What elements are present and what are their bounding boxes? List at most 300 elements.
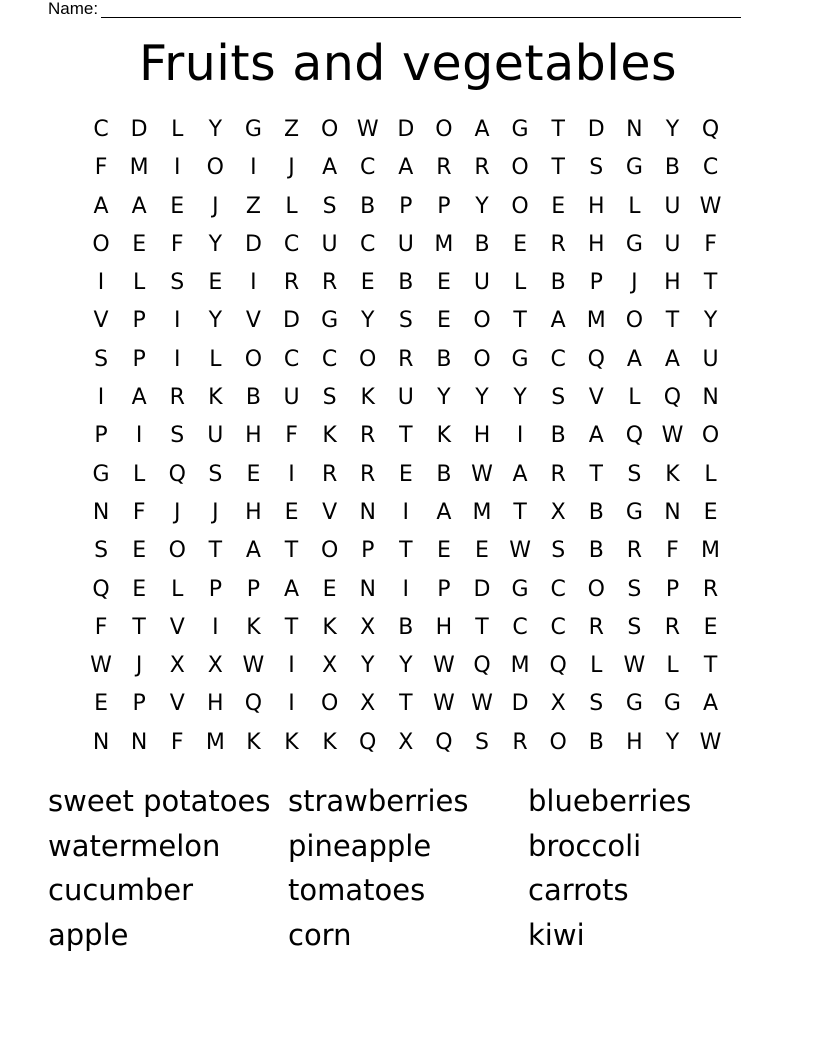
grid-letter[interactable]: G [625, 499, 643, 525]
grid-letter[interactable]: H [664, 270, 681, 296]
grid-letter[interactable]: O [435, 117, 453, 142]
grid-letter[interactable]: Y [703, 308, 718, 334]
grid-letter[interactable]: Q [168, 461, 186, 487]
grid-letter[interactable]: L [590, 653, 603, 679]
grid-letter[interactable]: J [288, 155, 295, 181]
grid-letter[interactable]: Q [92, 576, 110, 602]
grid-letter[interactable]: S [322, 193, 337, 219]
grid-letter[interactable]: S [589, 155, 604, 181]
grid-letter[interactable]: G [625, 691, 643, 717]
grid-letter[interactable]: K [322, 614, 337, 640]
grid-letter[interactable]: E [360, 270, 375, 296]
grid-letter[interactable]: J [212, 193, 219, 219]
grid-letter[interactable]: C [360, 231, 376, 257]
grid-letter[interactable]: A [93, 193, 109, 219]
grid-letter[interactable]: B [360, 193, 376, 219]
grid-letter[interactable]: G [92, 461, 110, 487]
grid-letter[interactable]: W [242, 653, 265, 679]
grid-letter[interactable]: P [399, 193, 413, 219]
grid-letter[interactable]: L [513, 270, 527, 296]
grid-letter[interactable]: S [170, 423, 185, 449]
grid-letter[interactable]: Y [665, 117, 680, 142]
grid-letter[interactable]: R [626, 538, 642, 564]
grid-letter[interactable]: I [402, 576, 410, 602]
grid-letter[interactable]: D [587, 117, 605, 142]
grid-letter[interactable]: K [360, 385, 375, 411]
grid-letter[interactable]: B [436, 346, 452, 372]
grid-letter[interactable]: W [471, 691, 493, 717]
grid-letter[interactable]: E [436, 270, 451, 296]
grid-letter[interactable]: P [665, 576, 680, 602]
grid-letter[interactable]: B [588, 729, 604, 755]
grid-letter[interactable]: W [433, 653, 455, 679]
grid-letter[interactable]: K [246, 614, 261, 640]
grid-letter[interactable]: B [664, 155, 680, 181]
grid-letter[interactable]: F [94, 614, 108, 640]
grid-letter[interactable]: R [664, 614, 681, 640]
grid-letter[interactable]: E [513, 231, 528, 257]
grid-letter[interactable]: C [550, 614, 566, 640]
grid-letter[interactable]: Q [587, 346, 605, 372]
grid-letter[interactable]: T [551, 117, 565, 142]
grid-letter[interactable]: Q [435, 729, 453, 755]
grid-letter[interactable]: U [397, 385, 414, 411]
grid-letter[interactable]: Q [625, 423, 644, 449]
grid-letter[interactable]: L [171, 576, 184, 602]
grid-letter[interactable]: U [283, 385, 300, 411]
grid-letter[interactable]: K [208, 385, 223, 411]
grid-letter[interactable]: C [550, 346, 566, 372]
grid-letter[interactable]: O [473, 308, 491, 334]
grid-letter[interactable]: B [474, 231, 490, 257]
grid-letter[interactable]: W [471, 461, 493, 487]
grid-letter[interactable]: H [587, 231, 605, 257]
grid-letter[interactable]: C [93, 117, 109, 142]
grid-letter[interactable]: B [550, 423, 566, 449]
grid-letter[interactable]: G [244, 117, 262, 142]
grid-letter[interactable]: O [625, 308, 644, 334]
grid-letter[interactable]: A [512, 461, 528, 487]
grid-letter[interactable]: N [626, 117, 643, 142]
grid-letter[interactable]: V [588, 385, 604, 411]
grid-letter[interactable]: E [436, 308, 451, 334]
grid-letter[interactable]: A [245, 538, 261, 564]
grid-letter[interactable]: I [516, 423, 524, 449]
grid-letter[interactable]: B [398, 614, 414, 640]
grid-letter[interactable]: E [94, 691, 108, 717]
grid-letter[interactable]: O [359, 346, 377, 372]
grid-letter[interactable]: C [360, 155, 376, 181]
grid-letter[interactable]: B [436, 461, 452, 487]
grid-letter[interactable]: A [436, 499, 452, 525]
grid-letter[interactable]: J [173, 499, 181, 525]
grid-letter[interactable]: U [702, 346, 719, 372]
grid-letter[interactable]: T [399, 691, 413, 717]
grid-letter[interactable]: J [135, 653, 143, 679]
grid-letter[interactable]: E [398, 461, 413, 487]
grid-letter[interactable]: R [283, 270, 300, 296]
grid-letter[interactable]: O [473, 346, 491, 372]
grid-letter[interactable]: O [92, 231, 110, 257]
grid-letter[interactable]: E [246, 461, 261, 487]
grid-letter[interactable]: S [627, 461, 642, 487]
grid-letter[interactable]: S [551, 385, 566, 411]
grid-letter[interactable]: S [627, 576, 642, 602]
grid-letter[interactable]: Q [701, 117, 720, 142]
grid-letter[interactable]: U [664, 231, 681, 257]
grid-letter[interactable]: E [208, 270, 223, 296]
grid-letter[interactable]: P [94, 423, 108, 449]
grid-letter[interactable]: N [130, 729, 148, 755]
grid-letter[interactable]: U [397, 231, 414, 257]
grid-letter[interactable]: V [245, 308, 261, 334]
grid-letter[interactable]: N [702, 385, 719, 411]
grid-letter[interactable]: O [320, 117, 339, 142]
grid-letter[interactable]: Y [360, 308, 375, 334]
grid-letter[interactable]: D [130, 117, 148, 142]
grid-letter[interactable]: M [472, 499, 492, 525]
grid-letter[interactable]: E [475, 538, 489, 564]
grid-letter[interactable]: P [208, 576, 222, 602]
grid-letter[interactable]: U [664, 193, 681, 219]
grid-letter[interactable]: Q [473, 653, 491, 679]
grid-letter[interactable]: T [208, 538, 223, 564]
grid-letter[interactable]: A [588, 423, 604, 449]
word-list-item: tomatoes [288, 873, 426, 907]
grid-letter[interactable]: N [92, 729, 110, 755]
grid-letter[interactable]: O [511, 193, 529, 219]
grid-letter[interactable]: R [512, 729, 528, 755]
grid-letter[interactable]: O [701, 423, 720, 449]
name-field [48, 0, 741, 18]
grid-letter[interactable]: U [473, 270, 491, 296]
word-list-item: corn [288, 917, 352, 952]
grid-letter[interactable]: E [284, 499, 299, 525]
grid-letter[interactable]: I [97, 385, 105, 411]
grid-letter[interactable]: S [627, 614, 642, 640]
grid-letter[interactable]: A [474, 117, 490, 142]
grid-letter[interactable]: L [285, 193, 298, 219]
grid-letter[interactable]: B [550, 270, 566, 296]
grid-letter[interactable]: I [173, 346, 181, 372]
grid-letter[interactable]: I [135, 423, 143, 449]
grid-letter[interactable]: G [511, 576, 529, 602]
grid-letter[interactable]: Y [475, 385, 489, 411]
grid-letter[interactable]: H [473, 423, 491, 449]
grid-letter[interactable]: Y [399, 653, 413, 679]
grid-letter[interactable]: C [283, 346, 300, 372]
grid-letter[interactable]: G [511, 117, 529, 142]
grid-letter[interactable]: S [475, 729, 489, 755]
grid-letter[interactable]: M [701, 538, 721, 564]
grid-letter[interactable]: T [513, 499, 527, 525]
grid-letter[interactable]: Z [283, 117, 300, 142]
grid-letter[interactable]: K [322, 729, 337, 755]
grid-letter[interactable]: H [626, 729, 643, 755]
grid-letter[interactable]: E [132, 538, 147, 564]
grid-letter[interactable]: I [288, 653, 295, 679]
grid-letter[interactable]: D [244, 231, 262, 257]
grid-letter[interactable]: O [168, 538, 186, 564]
grid-letter[interactable]: F [132, 499, 146, 525]
grid-letter[interactable]: P [437, 193, 451, 219]
grid-letter[interactable]: C [512, 614, 528, 640]
grid-letter[interactable]: S [208, 461, 223, 487]
grid-letter[interactable]: T [475, 614, 489, 640]
grid-letter[interactable]: H [207, 691, 224, 717]
grid-letter[interactable]: G [625, 155, 643, 181]
grid-letter[interactable]: E [703, 614, 718, 640]
page-title: Fruits and vegetables [138, 35, 678, 92]
grid-letter[interactable]: C [283, 231, 300, 257]
grid-letter[interactable]: H [245, 423, 262, 449]
grid-letter[interactable]: Y [475, 193, 489, 219]
grid-letter[interactable]: T [284, 538, 299, 564]
grid-letter[interactable]: Y [208, 231, 223, 257]
grid-letter[interactable]: Y [360, 653, 375, 679]
grid-letter[interactable]: Q [359, 729, 377, 755]
grid-letter[interactable]: E [132, 231, 147, 257]
grid-letter[interactable]: E [436, 538, 451, 564]
grid-letter[interactable]: R [398, 346, 414, 372]
grid-letter[interactable]: S [322, 385, 337, 411]
grid-letter[interactable]: W [90, 653, 112, 679]
grid-letter[interactable]: F [666, 538, 679, 564]
word-list-item: pineapple [288, 828, 432, 863]
grid-letter[interactable]: A [131, 385, 147, 411]
grid-letter[interactable]: L [171, 117, 184, 142]
grid-letter[interactable]: Y [437, 385, 451, 411]
grid-letter[interactable]: A [131, 193, 147, 219]
name-label: Name: [48, 0, 99, 18]
grid-letter[interactable]: V [93, 308, 109, 334]
grid-letter[interactable]: T [284, 614, 299, 640]
grid-letter[interactable]: Y [513, 385, 527, 411]
grid-letter[interactable]: E [551, 193, 566, 219]
grid-letter[interactable]: W [509, 538, 531, 564]
grid-letter[interactable]: M [510, 653, 530, 679]
grid-letter[interactable]: Y [665, 729, 680, 755]
grid-letter[interactable]: N [664, 499, 681, 525]
grid-letter[interactable]: I [288, 461, 295, 487]
grid-letter[interactable]: R [702, 576, 719, 602]
grid-letter[interactable]: J [212, 499, 219, 525]
grid-letter[interactable]: O [549, 729, 567, 755]
grid-letter[interactable]: B [588, 499, 604, 525]
grid-letter[interactable]: A [703, 691, 719, 717]
grid-letter[interactable]: D [283, 308, 300, 334]
grid-letter[interactable]: K [284, 729, 299, 755]
grid-letter[interactable]: T [132, 614, 146, 640]
grid-letter[interactable]: W [699, 193, 722, 219]
grid-letter[interactable]: P [589, 270, 603, 296]
grid-letter[interactable]: V [322, 499, 338, 525]
grid-letter[interactable]: W [356, 117, 379, 142]
grid-letter[interactable]: W [623, 653, 646, 679]
grid-letter[interactable]: Q [663, 385, 682, 411]
grid-letter[interactable]: G [321, 308, 339, 334]
grid-letter[interactable]: X [207, 653, 223, 679]
grid-letter[interactable]: I [250, 155, 257, 181]
grid-letter[interactable]: R [360, 423, 376, 449]
grid-letter[interactable]: I [250, 270, 257, 296]
grid-letter[interactable]: P [132, 691, 146, 717]
grid-letter[interactable]: O [206, 155, 224, 181]
grid-letter[interactable]: P [132, 346, 146, 372]
word-list-item: strawberries [288, 784, 469, 818]
grid-letter[interactable]: X [398, 729, 414, 755]
grid-letter[interactable]: T [399, 538, 413, 564]
grid-letter[interactable]: D [397, 117, 415, 142]
grid-letter[interactable]: P [132, 308, 146, 334]
grid-letter[interactable]: U [321, 231, 338, 257]
grid-letter[interactable]: B [398, 270, 414, 296]
grid-letter[interactable]: S [94, 346, 109, 372]
grid-letter[interactable]: T [703, 653, 718, 679]
grid-letter[interactable]: O [244, 346, 263, 372]
grid-letter[interactable]: E [132, 576, 147, 602]
grid-letter[interactable]: S [398, 308, 413, 334]
grid-letter[interactable]: X [169, 653, 185, 679]
grid-letter[interactable]: W [661, 423, 684, 449]
grid-letter[interactable]: A [550, 308, 566, 334]
grid-letter[interactable]: L [133, 461, 146, 487]
grid-letter[interactable]: C [702, 155, 719, 181]
grid-letter[interactable]: F [94, 155, 108, 181]
grid-letter[interactable]: Y [208, 117, 223, 142]
grid-letter[interactable]: R [550, 231, 566, 257]
grid-letter[interactable]: K [246, 729, 261, 755]
grid-letter[interactable]: T [703, 270, 718, 296]
grid-letter[interactable]: L [628, 193, 641, 219]
grid-letter[interactable]: O [511, 155, 529, 181]
grid-letter[interactable]: T [665, 308, 680, 334]
grid-letter[interactable]: V [169, 691, 185, 717]
grid-letter[interactable]: O [587, 576, 605, 602]
grid-letter[interactable]: A [398, 155, 414, 181]
grid-letter[interactable]: S [94, 538, 109, 564]
grid-letter[interactable]: T [513, 308, 527, 334]
grid-letter[interactable]: S [551, 538, 566, 564]
grid-letter[interactable]: G [511, 346, 529, 372]
grid-letter[interactable]: T [399, 423, 413, 449]
grid-letter[interactable]: L [209, 346, 222, 372]
grid-letter[interactable]: X [360, 614, 376, 640]
grid-letter[interactable]: M [205, 729, 225, 755]
grid-letter[interactable]: R [436, 155, 452, 181]
grid-letter[interactable]: I [402, 499, 410, 525]
grid-letter[interactable]: T [551, 155, 565, 181]
grid-letter[interactable]: X [322, 653, 338, 679]
grid-letter[interactable]: N [359, 576, 376, 602]
grid-letter[interactable]: M [129, 155, 149, 181]
grid-letter[interactable]: P [246, 576, 261, 602]
word-list [48, 779, 768, 957]
word-list-item: carrots [528, 873, 629, 907]
grid-letter[interactable]: X [550, 499, 566, 525]
grid-letter[interactable]: W [433, 691, 455, 717]
grid-letter[interactable]: I [173, 155, 181, 181]
grid-letter[interactable]: F [285, 423, 298, 449]
grid-letter[interactable]: C [321, 346, 338, 372]
grid-letter[interactable]: E [703, 499, 718, 525]
grid-letter[interactable]: A [664, 346, 680, 372]
grid-letter[interactable]: L [666, 653, 679, 679]
grid-letter[interactable]: R [169, 385, 185, 411]
grid-letter[interactable]: R [588, 614, 604, 640]
grid-letter[interactable]: E [170, 193, 185, 219]
grid-letter[interactable]: M [586, 308, 606, 334]
grid-letter[interactable]: Q [549, 653, 567, 679]
grid-letter[interactable]: R [321, 461, 338, 487]
grid-letter[interactable]: A [283, 576, 300, 602]
grid-letter[interactable]: S [170, 270, 185, 296]
name-blank-line [101, 2, 741, 18]
grid-letter[interactable]: N [359, 499, 376, 525]
grid-letter[interactable]: Q [244, 691, 263, 717]
grid-letter[interactable]: A [322, 155, 338, 181]
grid-letter[interactable]: H [435, 614, 453, 640]
grid-letter[interactable]: R [321, 270, 338, 296]
grid-letter[interactable]: S [589, 691, 604, 717]
grid-letter[interactable]: I [173, 308, 181, 334]
grid-letter[interactable]: K [322, 423, 337, 449]
grid-letter[interactable]: A [626, 346, 642, 372]
grid-letter[interactable]: I [97, 270, 105, 296]
grid-letter[interactable]: O [320, 538, 339, 564]
grid-letter[interactable]: P [361, 538, 375, 564]
grid-letter[interactable]: R [360, 461, 376, 487]
grid-letter[interactable]: P [437, 576, 451, 602]
grid-letter[interactable]: F [170, 231, 184, 257]
grid-letter[interactable]: I [288, 691, 295, 717]
word-list-item: kiwi [528, 917, 585, 952]
grid-letter[interactable]: L [133, 270, 146, 296]
grid-letter[interactable]: I [212, 614, 219, 640]
grid-letter[interactable]: O [320, 691, 339, 717]
grid-letter[interactable]: L [704, 461, 717, 487]
grid-letter[interactable]: X [550, 691, 566, 717]
grid-letter[interactable]: K [665, 461, 680, 487]
grid-letter[interactable]: D [511, 691, 529, 717]
grid-letter[interactable]: W [699, 729, 722, 755]
grid-letter[interactable]: T [589, 461, 603, 487]
grid-letter[interactable]: Z [245, 193, 261, 219]
grid-letter[interactable]: N [92, 499, 110, 525]
grid-letter[interactable]: Y [208, 308, 223, 334]
grid-letter[interactable]: H [587, 193, 605, 219]
grid-letter[interactable]: F [170, 729, 184, 755]
grid-letter[interactable]: R [474, 155, 490, 181]
grid-letter[interactable]: B [588, 538, 604, 564]
grid-letter[interactable]: B [245, 385, 261, 411]
grid-letter[interactable]: F [704, 231, 717, 257]
grid-letter[interactable]: K [436, 423, 452, 449]
grid-letter[interactable]: M [434, 231, 454, 257]
grid-letter[interactable]: J [631, 270, 638, 296]
grid-letter[interactable]: G [625, 231, 643, 257]
grid-letter[interactable]: D [473, 576, 491, 602]
grid-letter[interactable]: V [169, 614, 185, 640]
grid-letter[interactable]: C [550, 576, 566, 602]
grid-letter[interactable]: X [360, 691, 376, 717]
grid-letter[interactable]: E [322, 576, 337, 602]
grid-letter[interactable]: G [663, 691, 681, 717]
grid-letter[interactable]: H [245, 499, 262, 525]
grid-letter[interactable]: L [628, 385, 641, 411]
grid-letter[interactable]: U [207, 423, 224, 449]
grid-letter[interactable]: R [550, 461, 566, 487]
